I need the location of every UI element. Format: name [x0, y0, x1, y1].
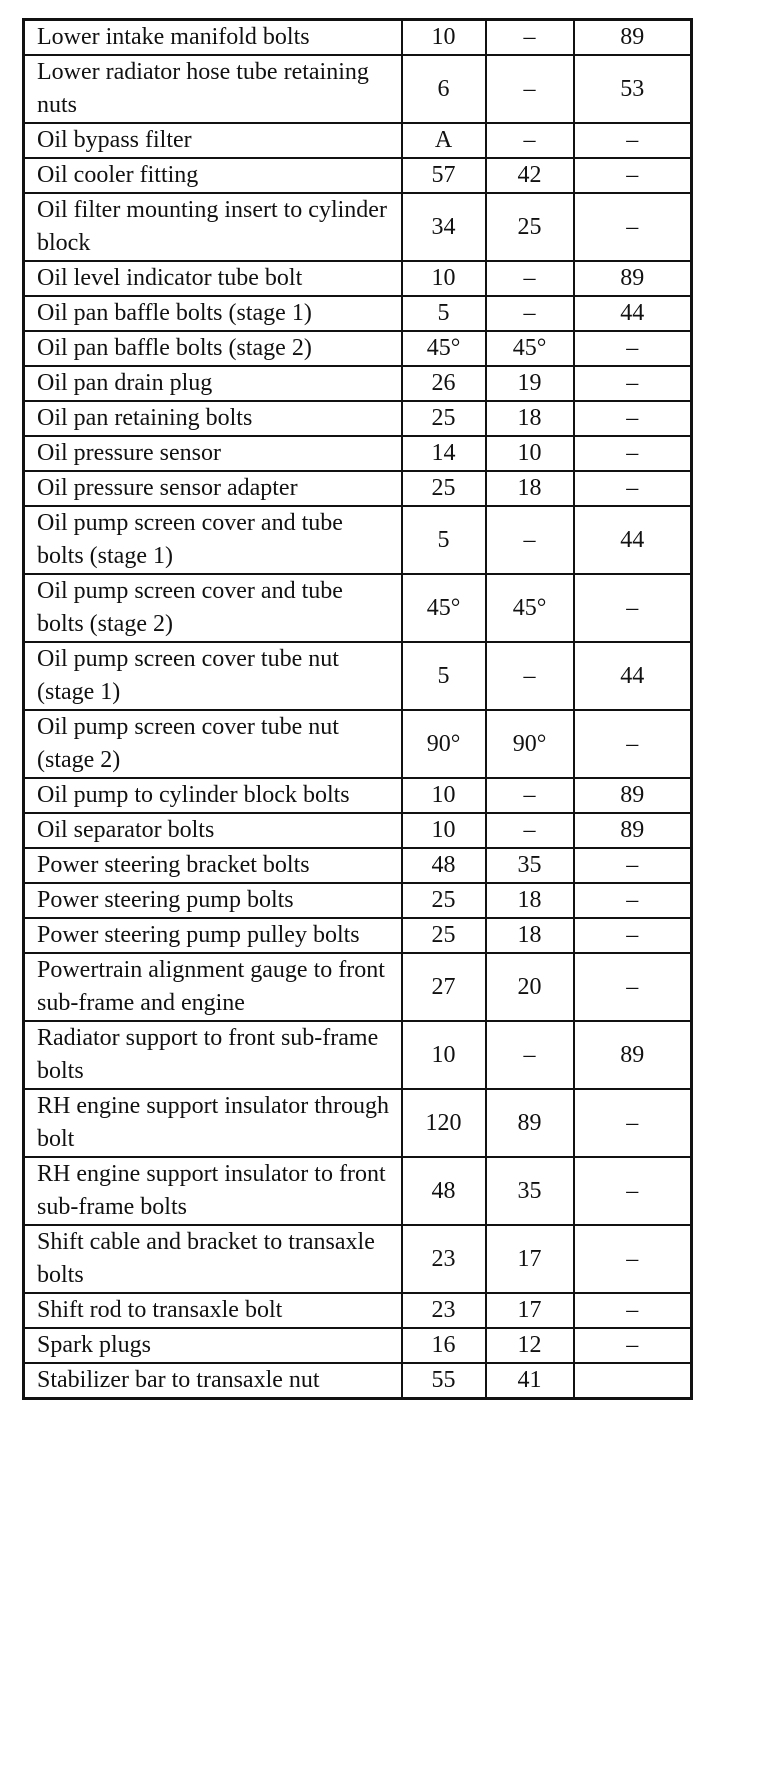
table-row: [24, 1021, 692, 1089]
torque-lbft-value: 18: [486, 401, 574, 436]
table-row: [24, 848, 692, 883]
table-row: [24, 506, 692, 574]
torque-lbft-value: 35: [486, 1157, 574, 1225]
torque-lbin-value: –: [574, 1225, 692, 1293]
torque-nm-value: A: [402, 123, 486, 158]
component-description: Spark plugs: [24, 1328, 402, 1363]
torque-lbft-value: 19: [486, 366, 574, 401]
table-row: [24, 193, 692, 261]
component-description: Powertrain alignment gauge to front sub-frame and engine: [24, 953, 402, 1021]
torque-lbin-value: –: [574, 710, 692, 778]
torque-nm-value: 90°: [402, 710, 486, 778]
torque-nm-value: 10: [402, 261, 486, 296]
torque-lbin-value: –: [574, 366, 692, 401]
torque-lbft-value: –: [486, 813, 574, 848]
torque-nm-value: 5: [402, 296, 486, 331]
torque-nm-value: 34: [402, 193, 486, 261]
torque-lbft-value: 42: [486, 158, 574, 193]
torque-nm-value: 10: [402, 1021, 486, 1089]
torque-nm-value: 5: [402, 506, 486, 574]
torque-lbin-value: –: [574, 1089, 692, 1157]
torque-lbin-value: 89: [574, 813, 692, 848]
torque-nm-value: 25: [402, 401, 486, 436]
table-row: [24, 918, 692, 953]
table-row: [24, 401, 692, 436]
torque-nm-value: 27: [402, 953, 486, 1021]
table-row: [24, 158, 692, 193]
torque-lbft-value: 45°: [486, 574, 574, 642]
component-description: Oil pan drain plug: [24, 366, 402, 401]
component-description: Lower radiator hose tube retaining nuts: [24, 55, 402, 123]
table-row: [24, 1328, 692, 1363]
torque-lbin-value: –: [574, 331, 692, 366]
torque-lbft-value: –: [486, 123, 574, 158]
torque-nm-value: 25: [402, 471, 486, 506]
torque-nm-value: 10: [402, 778, 486, 813]
torque-lbin-value: –: [574, 471, 692, 506]
component-description: Oil pan baffle bolts (stage 2): [24, 331, 402, 366]
torque-lbin-value: –: [574, 123, 692, 158]
table-row: [24, 20, 692, 56]
torque-lbin-value: –: [574, 193, 692, 261]
torque-lbft-value: –: [486, 296, 574, 331]
torque-lbft-value: 10: [486, 436, 574, 471]
torque-lbft-value: 90°: [486, 710, 574, 778]
torque-nm-value: 55: [402, 1363, 486, 1399]
table-row: [24, 123, 692, 158]
torque-lbin-value: 44: [574, 296, 692, 331]
torque-nm-value: 120: [402, 1089, 486, 1157]
table-row: [24, 55, 692, 123]
torque-nm-value: 5: [402, 642, 486, 710]
table-row: [24, 471, 692, 506]
torque-lbin-value: –: [574, 918, 692, 953]
component-description: Oil separator bolts: [24, 813, 402, 848]
component-description: Oil pump screen cover and tube bolts (stage 1): [24, 506, 402, 574]
torque-lbft-value: 18: [486, 471, 574, 506]
torque-lbft-value: 18: [486, 918, 574, 953]
table-row: [24, 953, 692, 1021]
torque-nm-value: 25: [402, 883, 486, 918]
torque-nm-value: 45°: [402, 331, 486, 366]
torque-lbin-value: –: [574, 401, 692, 436]
torque-nm-value: 6: [402, 55, 486, 123]
torque-lbin-value: 44: [574, 642, 692, 710]
torque-nm-value: 16: [402, 1328, 486, 1363]
table-row: [24, 1157, 692, 1225]
table-row: [24, 1363, 692, 1399]
component-description: Oil pressure sensor: [24, 436, 402, 471]
component-description: Oil pump to cylinder block bolts: [24, 778, 402, 813]
torque-lbin-value: –: [574, 1157, 692, 1225]
table-row: [24, 261, 692, 296]
table-row: [24, 1089, 692, 1157]
torque-lbft-value: –: [486, 55, 574, 123]
table-row: [24, 1225, 692, 1293]
torque-lbin-value: 44: [574, 506, 692, 574]
component-description: Shift rod to transaxle bolt: [24, 1293, 402, 1328]
torque-nm-value: 57: [402, 158, 486, 193]
torque-lbft-value: 35: [486, 848, 574, 883]
component-description: Oil pump screen cover and tube bolts (stage 2): [24, 574, 402, 642]
torque-lbin-value: –: [574, 953, 692, 1021]
component-description: Radiator support to front sub-frame bolts: [24, 1021, 402, 1089]
table-row: [24, 813, 692, 848]
component-description: Oil level indicator tube bolt: [24, 261, 402, 296]
component-description: Power steering bracket bolts: [24, 848, 402, 883]
torque-lbin-value: –: [574, 574, 692, 642]
torque-lbin-value: –: [574, 1293, 692, 1328]
table-row: [24, 778, 692, 813]
torque-lbin-value: –: [574, 436, 692, 471]
table-row: [24, 1293, 692, 1328]
torque-lbin-value: [574, 1363, 692, 1399]
component-description: Oil pump screen cover tube nut (stage 1): [24, 642, 402, 710]
table-row: [24, 296, 692, 331]
torque-lbin-value: –: [574, 1328, 692, 1363]
torque-lbin-value: –: [574, 848, 692, 883]
torque-lbft-value: 89: [486, 1089, 574, 1157]
torque-nm-value: 10: [402, 20, 486, 56]
component-description: Oil bypass filter: [24, 123, 402, 158]
torque-lbft-value: –: [486, 642, 574, 710]
torque-lbin-value: 53: [574, 55, 692, 123]
torque-spec-table: [22, 18, 693, 1400]
table-row: [24, 331, 692, 366]
torque-nm-value: 23: [402, 1225, 486, 1293]
component-description: Oil cooler fitting: [24, 158, 402, 193]
torque-spec-body: [24, 20, 692, 1399]
torque-lbft-value: 17: [486, 1225, 574, 1293]
table-row: [24, 574, 692, 642]
component-description: Oil pressure sensor adapter: [24, 471, 402, 506]
torque-lbft-value: –: [486, 506, 574, 574]
component-description: Stabilizer bar to transaxle nut: [24, 1363, 402, 1399]
component-description: Lower intake manifold bolts: [24, 20, 402, 56]
torque-nm-value: 14: [402, 436, 486, 471]
component-description: Oil pump screen cover tube nut (stage 2): [24, 710, 402, 778]
torque-lbft-value: 41: [486, 1363, 574, 1399]
torque-lbin-value: 89: [574, 20, 692, 56]
torque-nm-value: 10: [402, 813, 486, 848]
torque-nm-value: 25: [402, 918, 486, 953]
torque-nm-value: 23: [402, 1293, 486, 1328]
torque-lbin-value: 89: [574, 261, 692, 296]
torque-lbin-value: 89: [574, 1021, 692, 1089]
component-description: RH engine support insulator through bolt: [24, 1089, 402, 1157]
component-description: RH engine support insulator to front sub-frame bolts: [24, 1157, 402, 1225]
torque-lbft-value: 17: [486, 1293, 574, 1328]
component-description: Shift cable and bracket to transaxle bolts: [24, 1225, 402, 1293]
component-description: Power steering pump bolts: [24, 883, 402, 918]
torque-lbft-value: 12: [486, 1328, 574, 1363]
component-description: Power steering pump pulley bolts: [24, 918, 402, 953]
torque-lbft-value: 20: [486, 953, 574, 1021]
torque-lbft-value: –: [486, 20, 574, 56]
torque-lbft-value: 25: [486, 193, 574, 261]
torque-lbft-value: –: [486, 261, 574, 296]
component-description: Oil pan retaining bolts: [24, 401, 402, 436]
torque-lbft-value: 45°: [486, 331, 574, 366]
torque-nm-value: 48: [402, 848, 486, 883]
torque-lbft-value: 18: [486, 883, 574, 918]
table-row: [24, 366, 692, 401]
torque-lbin-value: –: [574, 158, 692, 193]
torque-nm-value: 48: [402, 1157, 486, 1225]
torque-nm-value: 26: [402, 366, 486, 401]
torque-lbin-value: –: [574, 883, 692, 918]
table-row: [24, 436, 692, 471]
table-row: [24, 642, 692, 710]
torque-lbft-value: –: [486, 778, 574, 813]
torque-nm-value: 45°: [402, 574, 486, 642]
torque-lbin-value: 89: [574, 778, 692, 813]
component-description: Oil pan baffle bolts (stage 1): [24, 296, 402, 331]
table-row: [24, 710, 692, 778]
torque-lbft-value: –: [486, 1021, 574, 1089]
component-description: Oil filter mounting insert to cylinder block: [24, 193, 402, 261]
table-row: [24, 883, 692, 918]
